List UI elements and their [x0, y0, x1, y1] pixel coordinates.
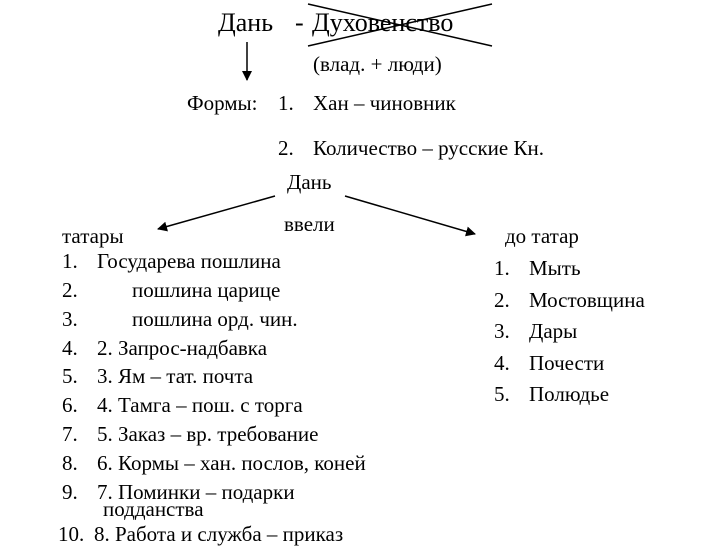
- center-title: Дань: [287, 170, 332, 194]
- center-introduced: ввели: [284, 212, 335, 236]
- left-item-9-num: 9.: [62, 480, 78, 504]
- right-item-2-num: 2.: [494, 288, 510, 312]
- left-item-10-num: 10.: [58, 522, 85, 546]
- forms-item-2-text: Количество – русские Кн.: [313, 136, 544, 160]
- forms-item-2-num: 2.: [278, 136, 294, 160]
- left-item-8-num: 8.: [62, 451, 78, 475]
- left-item-7-num: 7.: [62, 422, 78, 446]
- left-item-10-text: 8. Работа и служба – приказ: [94, 522, 344, 546]
- left-item-1-text: Государева пошлина: [97, 249, 281, 273]
- forms-item-1-text: Хан – чиновник: [313, 91, 456, 115]
- left-item-6-num: 6.: [62, 393, 78, 417]
- right-item-2-text: Мостовщина: [529, 288, 645, 312]
- left-arrow: [158, 196, 275, 229]
- header-crossed-word: Духовенство: [312, 8, 454, 37]
- right-list-heading: до татар: [505, 224, 579, 248]
- left-item-4-text: 2. Запрос-надбавка: [97, 336, 268, 360]
- right-item-5-text: Полюдье: [529, 382, 610, 406]
- right-item-4-num: 4.: [494, 351, 510, 375]
- right-item-1-num: 1.: [494, 256, 510, 280]
- left-item-7-text: 5. Заказ – вр. требование: [97, 422, 319, 446]
- left-item-6-text: 4. Тамга – пош. с торга: [97, 393, 303, 417]
- right-item-1-text: Мыть: [529, 256, 581, 280]
- left-item-3-text: пошлина орд. чин.: [132, 307, 298, 331]
- forms-item-1-num: 1.: [278, 91, 294, 115]
- left-item-9-continuation: подданства: [103, 497, 204, 521]
- right-item-3-num: 3.: [494, 319, 510, 343]
- left-item-2-text: пошлина царице: [132, 278, 281, 302]
- left-item-4-num: 4.: [62, 336, 78, 360]
- left-item-3-num: 3.: [62, 307, 78, 331]
- left-item-9-text: 7. Поминки – подарки: [97, 480, 295, 504]
- left-item-5-text: 3. Ям – тат. почта: [97, 364, 254, 388]
- left-item-2-num: 2.: [62, 278, 78, 302]
- header-left-word: Дань: [218, 8, 274, 37]
- left-item-8-text: 6. Кормы – хан. послов, коней: [97, 451, 366, 475]
- header-subnote: (влад. + люди): [313, 52, 442, 76]
- header-dash: -: [295, 8, 304, 37]
- right-item-3-text: Дары: [529, 319, 578, 343]
- right-item-4-text: Почести: [529, 351, 605, 375]
- left-item-5-num: 5.: [62, 364, 78, 388]
- forms-label: Формы:: [187, 91, 258, 115]
- right-item-5-num: 5.: [494, 382, 510, 406]
- left-list-heading: татары: [62, 224, 124, 248]
- left-item-1-num: 1.: [62, 249, 78, 273]
- right-arrow: [345, 196, 475, 234]
